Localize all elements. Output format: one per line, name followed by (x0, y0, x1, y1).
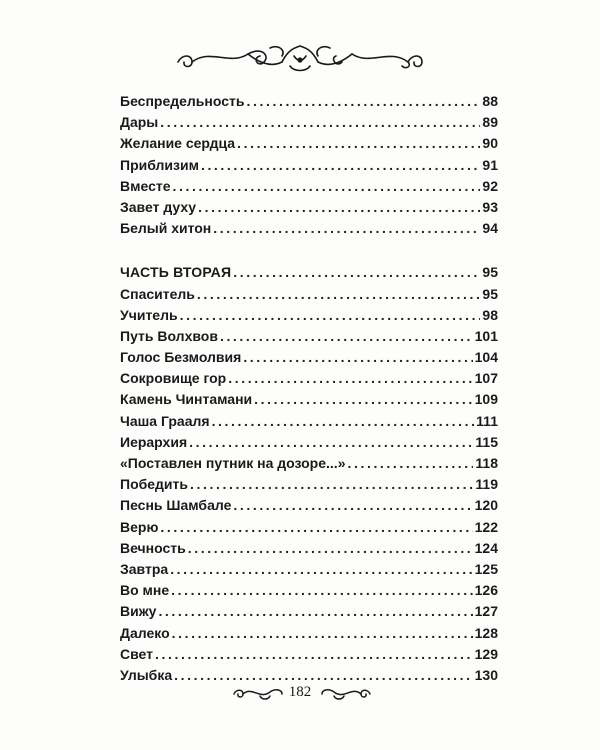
toc-entry-page: 120 (474, 497, 498, 514)
toc-leader-dots (197, 284, 481, 305)
toc-entry-page: 119 (475, 476, 498, 493)
toc-leader-dots (228, 368, 472, 389)
toc-entry-page: 109 (474, 391, 498, 408)
toc-entry-title: Вечность (120, 539, 186, 556)
toc-entry-page: 88 (482, 93, 498, 109)
toc-section-page: 95 (482, 264, 498, 281)
toc-leader-dots (212, 411, 475, 432)
page-number: 182 (288, 684, 312, 700)
toc-group-second (120, 262, 498, 686)
toc-leader-dots (188, 538, 473, 559)
toc-entry[interactable] (120, 623, 498, 644)
toc-entry[interactable] (120, 368, 498, 389)
toc-entry[interactable] (120, 474, 498, 495)
toc-entry-title: Голос Безмолвия (120, 349, 242, 366)
toc-entry[interactable] (120, 580, 498, 601)
toc-entry-page: 129 (474, 645, 498, 662)
toc-entry-page: 130 (474, 666, 498, 683)
toc-leader-dots (190, 474, 473, 495)
toc-leader-dots (201, 155, 480, 176)
toc-entry[interactable] (120, 538, 498, 559)
toc-entry-page: 101 (474, 327, 498, 344)
toc-entry[interactable] (120, 155, 498, 176)
toc-entry-page: 95 (482, 285, 498, 302)
toc-entry[interactable] (120, 453, 498, 474)
toc-entry[interactable] (120, 218, 498, 239)
toc-entry[interactable] (120, 411, 498, 432)
toc-entry-page: 107 (474, 370, 498, 387)
toc-entry[interactable] (120, 326, 498, 347)
toc-entry-title: Сокровище гор (120, 370, 227, 387)
toc-entry-page: 91 (482, 156, 498, 173)
toc-entry[interactable] (120, 91, 498, 112)
toc-entry-page: 104 (474, 349, 498, 366)
toc-leader-dots (158, 601, 472, 622)
toc-leader-dots (198, 197, 480, 218)
toc-entry[interactable] (120, 517, 498, 538)
toc-leader-dots (180, 305, 481, 326)
toc-entry-page: 128 (474, 624, 498, 641)
toc-entry-title: Верю (120, 518, 159, 535)
toc-entry-title: Белый хитон (120, 220, 212, 237)
toc-leader-dots (155, 644, 473, 665)
flourish-ornament-icon (170, 42, 430, 78)
toc-leader-dots (243, 347, 472, 368)
toc-section-heading[interactable] (120, 262, 498, 283)
toc-entry-page: 98 (482, 306, 498, 323)
toc-entry-title: Спаситель (120, 285, 195, 302)
toc-entry-title: Вижу (120, 603, 157, 620)
toc-entry-page: 92 (482, 177, 498, 194)
toc-leader-dots (220, 326, 473, 347)
toc-leader-dots (247, 91, 481, 112)
toc-entry-page: 115 (475, 433, 498, 450)
toc-entry[interactable] (120, 197, 498, 218)
toc-entry[interactable] (120, 495, 498, 516)
toc-entry-title: Чаша Грааля (120, 412, 210, 429)
toc-entry-page: 126 (474, 582, 498, 599)
swirl-ornament-right-icon (318, 680, 374, 704)
page-footer (150, 680, 450, 704)
toc-entry-title: Вместе (120, 177, 171, 194)
toc-entry-title: Учитель (120, 306, 178, 323)
toc-entry[interactable] (120, 644, 498, 665)
toc-entry[interactable] (120, 432, 498, 453)
toc-entry[interactable] (120, 284, 498, 305)
toc-entry-title: Приблизим (120, 156, 199, 173)
toc-entry-title: Дары (120, 114, 159, 131)
toc-entry-title: Путь Волхвов (120, 327, 218, 344)
toc-entry-title: Далеко (120, 624, 170, 641)
toc-entry-title: Завтра (120, 560, 169, 577)
toc-entry[interactable] (120, 347, 498, 368)
toc-entry-title: Свет (120, 645, 153, 662)
toc-entry[interactable] (120, 133, 498, 154)
toc-entry-title: Во мне (120, 582, 170, 599)
toc-entry-title: Песнь Шамбале (120, 497, 232, 514)
toc-entry-page: 122 (474, 518, 498, 535)
toc-entry-page: 125 (474, 560, 498, 577)
toc-leader-dots (173, 176, 481, 197)
toc-entry-page: 124 (474, 539, 498, 556)
toc-section-title: ЧАСТЬ ВТОРАЯ (120, 264, 232, 281)
toc-entry[interactable] (120, 559, 498, 580)
toc-leader-dots (237, 133, 480, 154)
toc-entry-title: «Поставлен путник на дозоре...» (120, 455, 346, 471)
toc-entry-page: 94 (482, 220, 498, 237)
toc-entry[interactable] (120, 601, 498, 622)
toc-leader-dots (172, 623, 473, 644)
toc-leader-dots (170, 559, 472, 580)
toc-entry[interactable] (120, 389, 498, 410)
toc-leader-dots (171, 580, 472, 601)
toc-entry-title: Завет духу (120, 198, 197, 215)
toc-entry[interactable] (120, 305, 498, 326)
toc-entry-page: 90 (482, 135, 498, 152)
toc-entry-page: 118 (475, 455, 498, 471)
toc-entry-page: 89 (482, 114, 498, 131)
toc-entry-title: Камень Чинтамани (120, 391, 253, 408)
toc-leader-dots (160, 517, 472, 538)
toc-group-first (120, 91, 498, 239)
toc-leader-dots (160, 112, 480, 133)
toc-entry-title: Победить (120, 476, 189, 493)
toc-entry[interactable] (120, 176, 498, 197)
toc-leader-dots (233, 262, 480, 283)
toc-entry-title: Беспредельность (120, 93, 245, 109)
table-of-contents (120, 91, 498, 686)
toc-entry-page: 93 (482, 198, 498, 215)
toc-leader-dots (347, 453, 473, 474)
toc-leader-dots (233, 495, 472, 516)
toc-entry-title: Желание сердца (120, 135, 236, 152)
toc-entry[interactable] (120, 112, 498, 133)
toc-leader-dots (213, 218, 480, 239)
toc-entry-page: 127 (474, 603, 498, 620)
toc-leader-dots (189, 432, 473, 453)
toc-entry-page: 111 (476, 412, 498, 429)
toc-leader-dots (254, 389, 472, 410)
toc-entry-title: Улыбка (120, 666, 173, 683)
toc-entry-title: Иерархия (120, 433, 188, 450)
